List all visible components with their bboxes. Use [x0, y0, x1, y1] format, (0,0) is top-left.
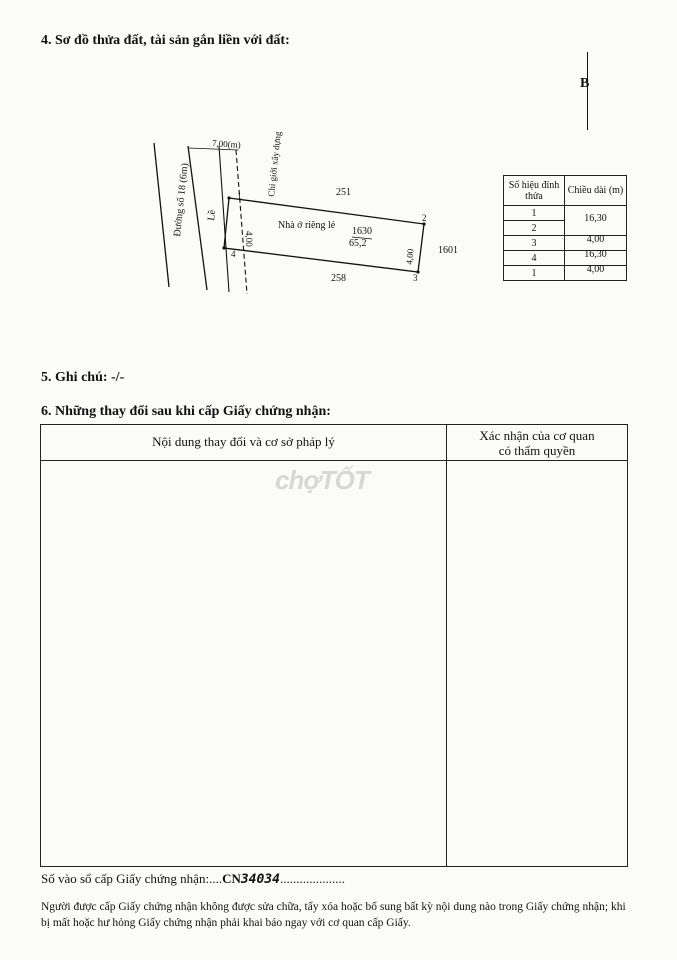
section-5-title: 5. Ghi chú: -/- [41, 370, 125, 385]
changes-content-header: Nội dung thay đổi và cơ sở pháp lý [152, 434, 335, 449]
table-row [504, 206, 627, 221]
build-line-label: Chỉ giới xây dựng [266, 130, 283, 198]
vertex-cell: 2 [504, 221, 565, 236]
table-row [504, 236, 627, 251]
section-6-title: 6. Những thay đổi sau khi cấp Giấy chứng nhận: [41, 404, 331, 419]
vertex-cell: 3 [504, 236, 565, 251]
vertex-label-1: 1 [237, 191, 242, 201]
parcel-area: 65,2 [349, 238, 367, 249]
parcel-number: 1630 [352, 226, 372, 237]
registry-prefix: CN [222, 871, 241, 886]
registry-label: Số vào sổ cấp Giấy chứng nhận:.... [41, 871, 223, 886]
vertex-table-header-length: Chiều dài (m) [565, 176, 627, 206]
length-cell: 4,00 [565, 266, 627, 281]
vertex-cell: 1 [504, 206, 565, 221]
vertex-marker [227, 196, 230, 199]
table-header-divider [41, 460, 627, 461]
length-cell: 16,30 [565, 251, 627, 266]
footnote-text: Người được cấp Giấy chứng nhận không được sửa chữa, tẩy xóa hoặc bổ sung bất kỳ nội dung nào trong Giấy chứng nhận; khi bị mất hoặc hư hỏng Giấy chứng nhận phải khai báo ngay với cơ quan cấp Giấy. [41, 901, 626, 929]
vertex-label-4: 4 [231, 249, 236, 259]
road-width-label: 7,00(m) [211, 138, 242, 150]
table-row [504, 266, 627, 281]
length-cell: 4,00 [565, 236, 627, 251]
authority-header-line2: có thẩm quyền [498, 443, 576, 458]
sidewalk-label: Lề [206, 209, 219, 222]
east-neighbor-parcel: 1601 [438, 245, 458, 256]
house-label: Nhà ở riêng lẻ [278, 220, 336, 231]
registry-number: 34034 [240, 872, 280, 887]
vertex-cell: 1 [504, 266, 565, 281]
vertex-cell: 4 [504, 251, 565, 266]
road-edge-line [188, 146, 207, 290]
watermark-logo: chợTỐT [275, 465, 369, 495]
length-cell: 16,30 [565, 206, 627, 236]
vertex-table-header-vertex: Số hiệu đỉnh thửa [504, 176, 565, 206]
east-side-length: 4,00 [404, 248, 416, 266]
south-neighbor-parcel: 258 [331, 273, 346, 284]
registry-number-line [41, 871, 345, 887]
vertex-label-2: 2 [422, 213, 427, 223]
section-4-title: 4. Sơ đồ thửa đất, tài sản gắn liền với đất: [41, 33, 290, 48]
authority-header-line1: Xác nhận của cơ quan [479, 428, 595, 443]
build-line [236, 150, 247, 294]
authority-confirmation-header [447, 428, 627, 458]
vertex-marker [222, 246, 225, 249]
road-name-label: Đường số 18 (6m) [172, 162, 191, 238]
table-column-divider [446, 425, 447, 866]
west-side-length: 4,00 [244, 231, 254, 247]
vertex-label-3: 3 [413, 273, 418, 283]
registry-dots: .................... [280, 871, 345, 886]
road-edge-line [154, 143, 169, 287]
north-arrow-label: B [580, 76, 590, 91]
table-row [504, 251, 627, 266]
parcel-boundary [224, 198, 424, 272]
north-neighbor-parcel: 251 [336, 187, 351, 198]
vertex-length-table [503, 175, 627, 281]
